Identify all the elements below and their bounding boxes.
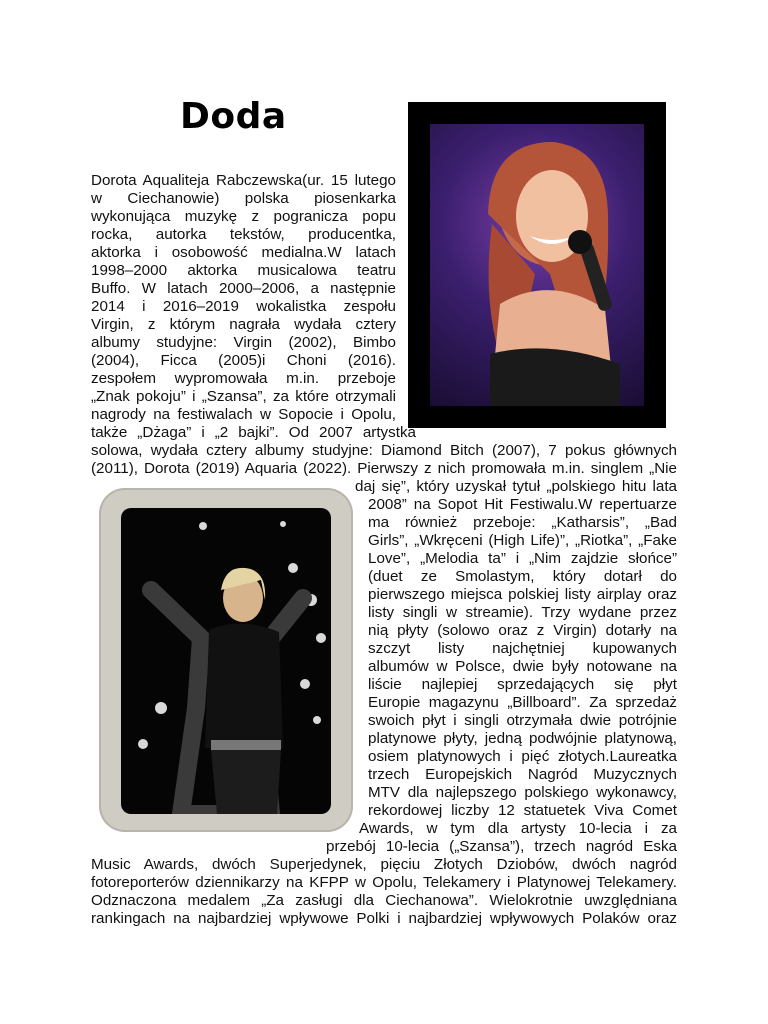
text-line: Music Awards, dwóch Superjedynek, pięciu Złotych Dziobów, dwóch nagród xyxy=(91,856,677,873)
text-line: nią płyty (solowo oraz z Virgin) dotarły na xyxy=(368,622,677,639)
text-line: „Znak pokoju” i „Szansa”, za które otrzymali xyxy=(91,388,396,405)
photo-doda-singing xyxy=(408,102,666,428)
text-line: Virgin, z którym nagrała wydała cztery xyxy=(91,316,396,333)
text-line: pierwszego miejsca polskiej listy airplay oraz xyxy=(368,586,677,603)
page-title: Doda xyxy=(180,96,287,137)
text-line: (2004), Ficca (2005)i Choni (2016). xyxy=(91,352,396,369)
text-line: szczyt listy najchętniej kupowanych xyxy=(368,640,677,657)
text-line: swoich płyt i singli otrzymała dwie potrójnie xyxy=(368,712,677,729)
text-line: Odznaczona medalem „Za zasługi dla Ciechanowa”. Wielokrotnie uwzględniana xyxy=(91,892,677,909)
text-line: Europie magazynu „Billboard”. Za sprzedaż xyxy=(368,694,677,711)
stage-illustration xyxy=(121,508,331,814)
text-line: nagrody na festiwalach w Sopocie i Opolu, xyxy=(91,406,396,423)
text-line: ma również przeboje: „Katharsis”, „Bad xyxy=(368,514,677,531)
text-line: trzech Europejskich Nagród Muzycznych xyxy=(368,766,677,783)
text-line: 2008” na Sopot Hit Festiwalu.W repertuarze xyxy=(368,496,677,513)
text-line: Buffo. W latach 2000–2006, a następnie xyxy=(91,280,396,297)
text-line: rankingach na najbardziej wpływowe Polki i najbardziej wpływowych Polaków oraz xyxy=(91,910,677,927)
text-line: albumów w Polsce, dwie były notowane na xyxy=(368,658,677,675)
text-line: osiem platynowych i pięć złotych.Laureatka xyxy=(368,748,677,765)
text-line: 1998–2000 aktorka musicalowa teatru xyxy=(91,262,396,279)
text-line: w Ciechanowie) polska piosenkarka xyxy=(91,190,396,207)
text-line: (2011), Dorota (2019) Aquaria (2022). Pierwszy z nich promowała m.in. singlem „Nie xyxy=(91,460,677,477)
text-line: rekordowej liczby 12 statuetek Viva Comet xyxy=(368,802,677,819)
text-line: platynowe płyty, jedną podwójnie platynową, xyxy=(368,730,677,747)
text-line: rocka, autorka tekstów, producentka, xyxy=(91,226,396,243)
text-line: aktorka i osobowość medialna.W latach xyxy=(91,244,396,261)
text-line: Dorota Aqualiteja Rabczewska(ur. 15 lutego xyxy=(91,172,396,189)
text-line: listy singli w streamie). Trzy wydane przez xyxy=(368,604,677,621)
text-line: solowa, wydała cztery albumy studyjne: Diamond Bitch (2007), 7 pokus głównych xyxy=(91,442,677,459)
text-line: fotoreporterów dziennikarzy na KFPP w Opolu, Telekamery i Platynowej Telekamery. xyxy=(91,874,677,891)
text-line: wykonująca muzykę z pogranicza popu xyxy=(91,208,396,225)
text-line: 2014 i 2016–2019 wokalistka zespołu xyxy=(91,298,396,315)
text-line: MTV dla najlepszego polskiego wykonawcy, xyxy=(368,784,677,801)
text-line: Love”, „Melodia ta” i „Nim zajdzie słońce” xyxy=(368,550,677,567)
text-line: albumy studyjne: Virgin (2002), Bimbo xyxy=(91,334,396,351)
text-line: daj się”, który uzyskał tytuł „polskiego hitu lata xyxy=(355,478,677,495)
text-line: także „Dżaga” i „2 bajki”. Od 2007 artystka xyxy=(91,424,416,441)
text-line: Girls”, „Wkręceni (High Life)”, „Riotka”, „Fake xyxy=(368,532,677,549)
text-line: Awards, w tym dla artysty 10-lecia i za xyxy=(359,820,677,837)
text-line: przebój 10-lecia („Szansa”), trzech nagród Eska xyxy=(326,838,677,855)
text-line: liście najlepiej sprzedających się płyt xyxy=(368,676,677,693)
text-line: zespołem wypromowała m.in. przeboje xyxy=(91,370,396,387)
singer-illustration xyxy=(430,124,644,406)
photo-doda-stage xyxy=(99,488,353,832)
text-line: (duet ze Smolastym, który dotarł do xyxy=(368,568,677,585)
